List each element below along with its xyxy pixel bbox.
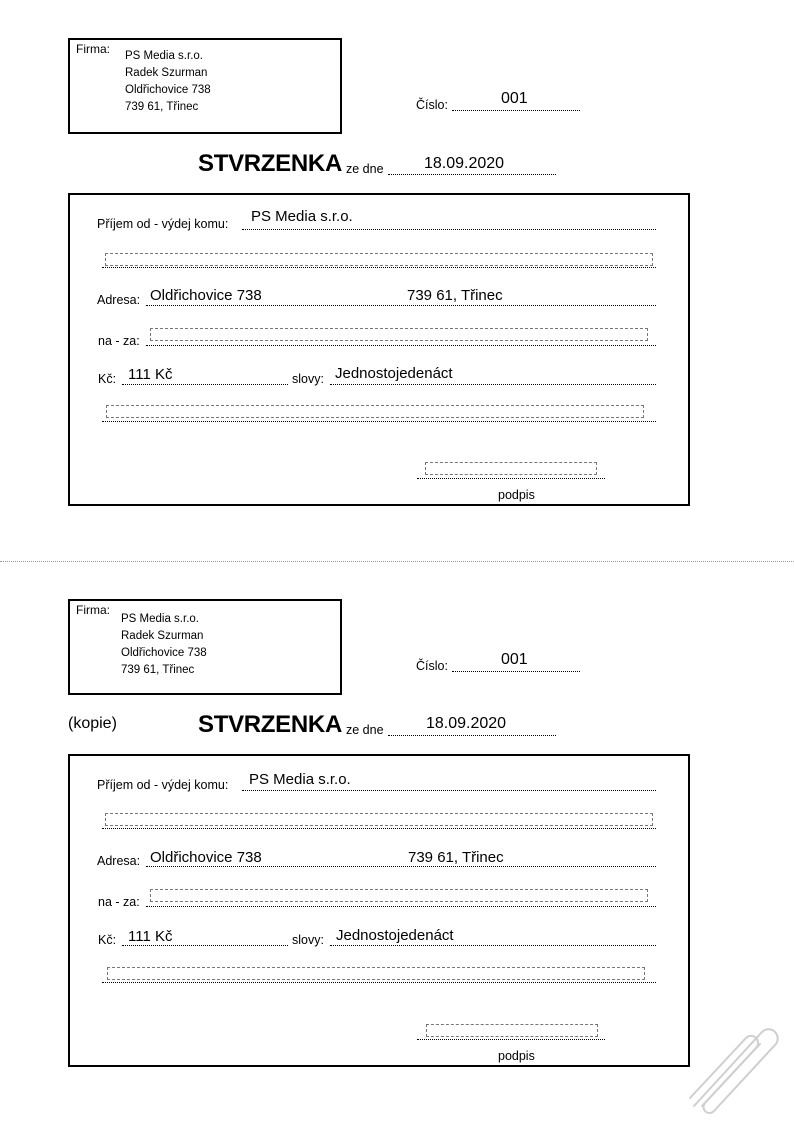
number-field[interactable]: 001 <box>501 651 528 668</box>
number-line <box>452 671 580 672</box>
from-extra-line <box>102 828 656 829</box>
paperclip-icon <box>682 1018 782 1118</box>
firm-name: PS Media s.r.o. <box>121 613 199 625</box>
amount-label: Kč: <box>98 372 117 386</box>
receipt-body-box <box>68 754 690 1067</box>
purpose-line <box>146 345 656 346</box>
signature-field[interactable] <box>426 1024 598 1037</box>
address-street-field[interactable]: Oldřichovice 738 <box>150 287 262 304</box>
firm-address <box>121 611 207 679</box>
signature-label: podpis <box>498 1049 535 1063</box>
number-label: Číslo: <box>416 98 448 112</box>
words-line <box>330 384 656 385</box>
firm-address <box>125 48 211 116</box>
date-line <box>388 735 556 736</box>
from-label: Příjem od - výdej komu: <box>97 217 229 231</box>
address-city-field[interactable]: 739 61, Třinec <box>408 849 504 866</box>
copy-label: (kopie) <box>68 715 117 732</box>
address-line <box>146 305 656 306</box>
firm-box <box>68 599 342 695</box>
firm-label: Firma: <box>76 42 110 56</box>
from-extra-line <box>102 267 656 268</box>
date-line <box>388 174 556 175</box>
address-label: Adresa: <box>97 293 141 307</box>
address-line <box>146 866 656 867</box>
amount-extra-line <box>102 421 656 422</box>
purpose-label: na - za: <box>98 895 140 909</box>
firm-street: Oldřichovice 738 <box>121 647 207 659</box>
purpose-line <box>146 906 656 907</box>
firm-person: Radek Szurman <box>125 67 208 79</box>
words-field[interactable]: Jednostojedenáct <box>336 927 454 944</box>
from-line <box>242 790 656 791</box>
purpose-label: na - za: <box>98 334 140 348</box>
words-label: slovy: <box>292 372 324 386</box>
amount-field[interactable]: 111 Kč <box>128 928 173 945</box>
signature-line <box>417 478 605 479</box>
words-line <box>330 945 656 946</box>
number-field[interactable]: 001 <box>501 90 528 107</box>
from-field[interactable]: PS Media s.r.o. <box>249 771 351 788</box>
words-label: slovy: <box>292 933 324 947</box>
firm-box <box>68 38 342 134</box>
from-extra-field[interactable] <box>105 253 653 266</box>
from-extra-field[interactable] <box>105 813 653 826</box>
firm-person: Radek Szurman <box>121 630 204 642</box>
signature-line <box>417 1039 605 1040</box>
from-field[interactable]: PS Media s.r.o. <box>251 208 353 225</box>
receipt-original <box>0 0 794 540</box>
signature-field[interactable] <box>425 462 597 475</box>
document-title: STVRZENKA <box>198 150 342 177</box>
firm-city: 739 61, Třinec <box>121 664 195 676</box>
date-label: ze dne <box>346 723 384 737</box>
address-city-field[interactable]: 739 61, Třinec <box>407 287 503 304</box>
date-field[interactable]: 18.09.2020 <box>426 715 507 732</box>
purpose-field[interactable] <box>150 889 648 902</box>
receipt-body-box <box>68 193 690 506</box>
address-street-field[interactable]: Oldřichovice 738 <box>150 849 262 866</box>
amount-label: Kč: <box>98 933 117 947</box>
from-label: Příjem od - výdej komu: <box>97 778 229 792</box>
amount-line <box>122 384 288 385</box>
address-label: Adresa: <box>97 854 141 868</box>
firm-label: Firma: <box>76 603 110 617</box>
firm-name: PS Media s.r.o. <box>125 50 203 62</box>
words-field[interactable]: Jednostojedenáct <box>335 365 453 382</box>
purpose-field[interactable] <box>150 328 648 341</box>
receipt-copy <box>0 561 794 1101</box>
date-label: ze dne <box>346 162 384 176</box>
number-line <box>452 110 580 111</box>
firm-street: Oldřichovice 738 <box>125 84 211 96</box>
firm-city: 739 61, Třinec <box>125 101 199 113</box>
amount-extra-field[interactable] <box>107 967 645 980</box>
document-title: STVRZENKA <box>198 711 342 738</box>
amount-field[interactable]: 111 Kč <box>128 366 173 383</box>
amount-extra-field[interactable] <box>106 405 644 418</box>
amount-extra-line <box>102 982 656 983</box>
from-line <box>242 229 656 230</box>
amount-line <box>122 945 288 946</box>
date-field[interactable]: 18.09.2020 <box>424 155 505 172</box>
signature-label: podpis <box>498 488 535 502</box>
number-label: Číslo: <box>416 659 448 673</box>
